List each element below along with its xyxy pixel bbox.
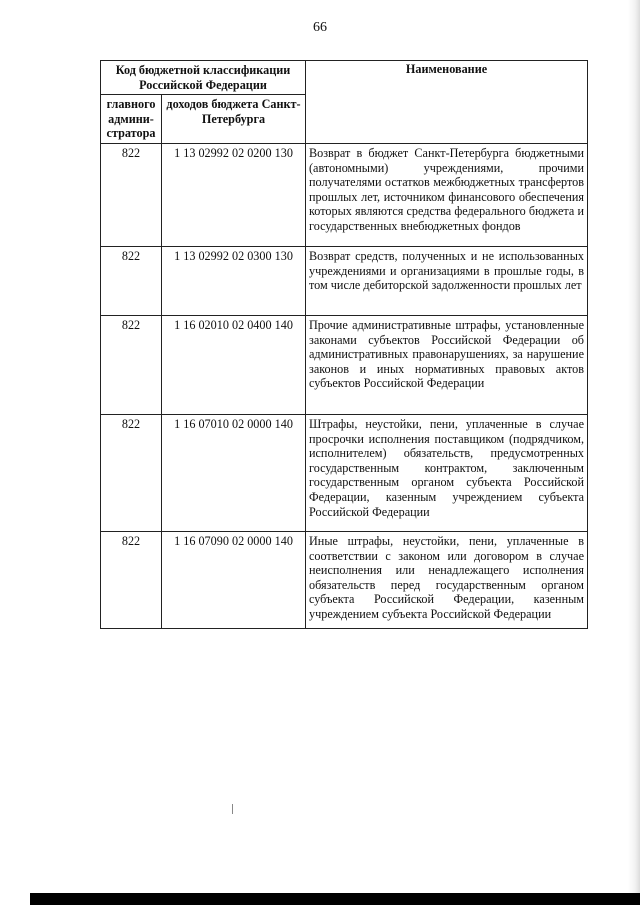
header-name: Наименование (306, 61, 588, 144)
revenue-code-cell: 1 13 02992 02 0200 130 (162, 143, 306, 246)
name-cell: Прочие административные штрафы, установленные законами субъектов Российской Федерации об административных правонарушениях, за нарушение законов и иных нормативных правовых актов субъектов Российской Федерации (306, 315, 588, 414)
admin-code-cell: 822 (101, 531, 162, 628)
name-cell: Штрафы, неустойки, пени, уплаченные в случае просрочки исполнения поставщиком (подрядчиком, исполнителем) обязательств, предусмотренных государственным контрактом, заключенным государственным органом субъекта Российской Федерации, казенным учреждением субъекта Российской Федерации (306, 414, 588, 531)
header-budget-classification-code: Код бюджетной классификации Российской Федерации (101, 61, 306, 95)
table-row (101, 531, 588, 628)
scan-edge-bottom (30, 893, 640, 905)
scan-speck (232, 804, 233, 814)
revenue-code-cell: 1 16 07090 02 0000 140 (162, 531, 306, 628)
budget-classification-table (100, 60, 588, 629)
table-row (101, 246, 588, 315)
header-revenue-code: доходов бюджета Санкт-Петербурга (162, 95, 306, 144)
table-row (101, 143, 588, 246)
name-cell: Иные штрафы, неустойки, пени, уплаченные в соответствии с законом или договором в случае неисполнения или ненадлежащего исполнения обязательств перед государственным органом субъекта Российской Федерации, казенным учреждением субъекта Российской Федерации (306, 531, 588, 628)
page-number: 66 (313, 20, 327, 35)
admin-code-cell: 822 (101, 414, 162, 531)
name-cell: Возврат в бюджет Санкт-Петербурга бюджетными (автономными) учреждениями, прочими получателями остатков межбюджетных трансфертов прошлых лет, источником финансового обеспечения которых являются средства федерального бюджета и государственных внебюджетных фондов (306, 143, 588, 246)
table-row (101, 414, 588, 531)
table-row (101, 315, 588, 414)
revenue-code-cell: 1 16 02010 02 0400 140 (162, 315, 306, 414)
revenue-code-cell: 1 16 07010 02 0000 140 (162, 414, 306, 531)
revenue-code-cell: 1 13 02992 02 0300 130 (162, 246, 306, 315)
admin-code-cell: 822 (101, 315, 162, 414)
admin-code-cell: 822 (101, 143, 162, 246)
scan-edge-right (628, 0, 640, 905)
admin-code-cell: 822 (101, 246, 162, 315)
name-cell: Возврат средств, полученных и не использованных учреждениями и организациями в прошлые годы, в том числе дебиторской задолженности прошлых лет (306, 246, 588, 315)
header-chief-administrator: главного админи-стратора (101, 95, 162, 144)
